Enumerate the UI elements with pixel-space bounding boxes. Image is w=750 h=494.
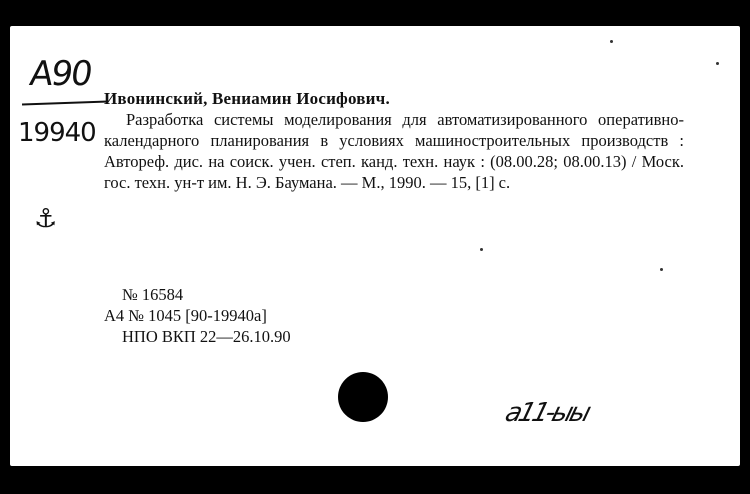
registration-number: № 16584 [122,285,184,304]
handwritten-mark-icon: ⚓ [34,204,58,234]
registration-numbers [104,284,291,347]
call-number-underline [22,100,108,105]
call-number-top: A90 [27,54,94,94]
speck [716,62,719,65]
handwritten-signature: а11-ыы [501,398,592,428]
entry-description: Разработка системы моделирования для автоматизированного оперативно-календарного планирования в условиях машиностроительных производств : Автореф. дис. на соиск. учен. степ. канд. техн. наук : (08.00.28; 08.00.13) / Моск. гос. техн. ун-т им. Н. Э. Баумана. — М., 1990. — 15, [1] с. [104,110,684,192]
speck [660,268,663,271]
processing-stamp: НПО ВКП 22—26.10.90 [122,327,291,346]
speck [480,248,483,251]
call-number-bottom: 19940 [18,118,96,148]
bibliographic-entry [104,88,684,193]
punch-hole [338,372,388,422]
speck [610,40,613,43]
inventory-number: А4 № 1045 [90-19940а] [104,306,267,325]
catalog-card [10,26,740,466]
author-heading: Ивонинский, Вениамин Иосифович. [104,89,390,108]
